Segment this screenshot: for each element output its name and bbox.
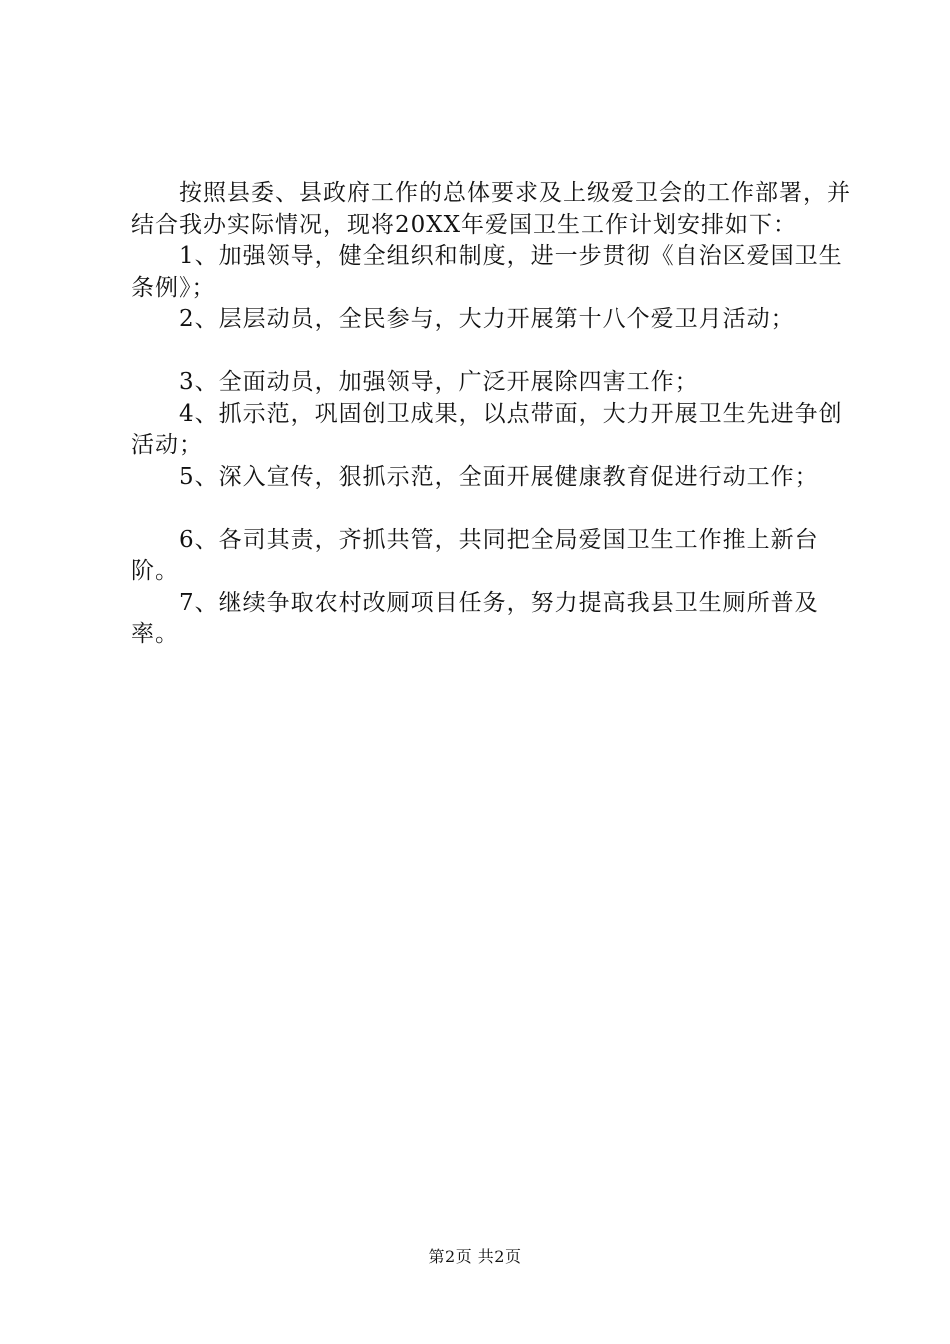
- list-item-2: 2、层层动员，全民参与，大力开展第十八个爱卫月活动；: [179, 306, 795, 332]
- list-item-3: 3、全面动员，加强领导，广泛开展除四害工作；: [179, 369, 699, 395]
- list-item-1: 1、加强领导，健全组织和制度，进一步贯彻《自治区爱国卫生条例》；: [131, 243, 843, 301]
- list-item-6: 6、各司其责，齐抓共管，共同把全局爱国卫生工作推上新台阶。: [131, 526, 819, 584]
- list-item-4: 4、抓示范，巩固创卫成果，以点带面，大力开展卫生先进争创活动；: [131, 400, 843, 458]
- intro-paragraph: 按照县委、县政府工作的总体要求及上级爱卫会的工作部署，并结合我办实际情况，现将20XX年爱国卫生工作计划安排如下：: [131, 180, 851, 238]
- list-item-5: 5、深入宣传，狠抓示范，全面开展健康教育促进行动工作；: [179, 463, 819, 490]
- page-number-footer: 第2页 共2页: [428, 1247, 522, 1266]
- document-body: [131, 178, 851, 651]
- list-item-7: 7、继续争取农村改厕项目任务，努力提高我县卫生厕所普及率。: [131, 589, 819, 647]
